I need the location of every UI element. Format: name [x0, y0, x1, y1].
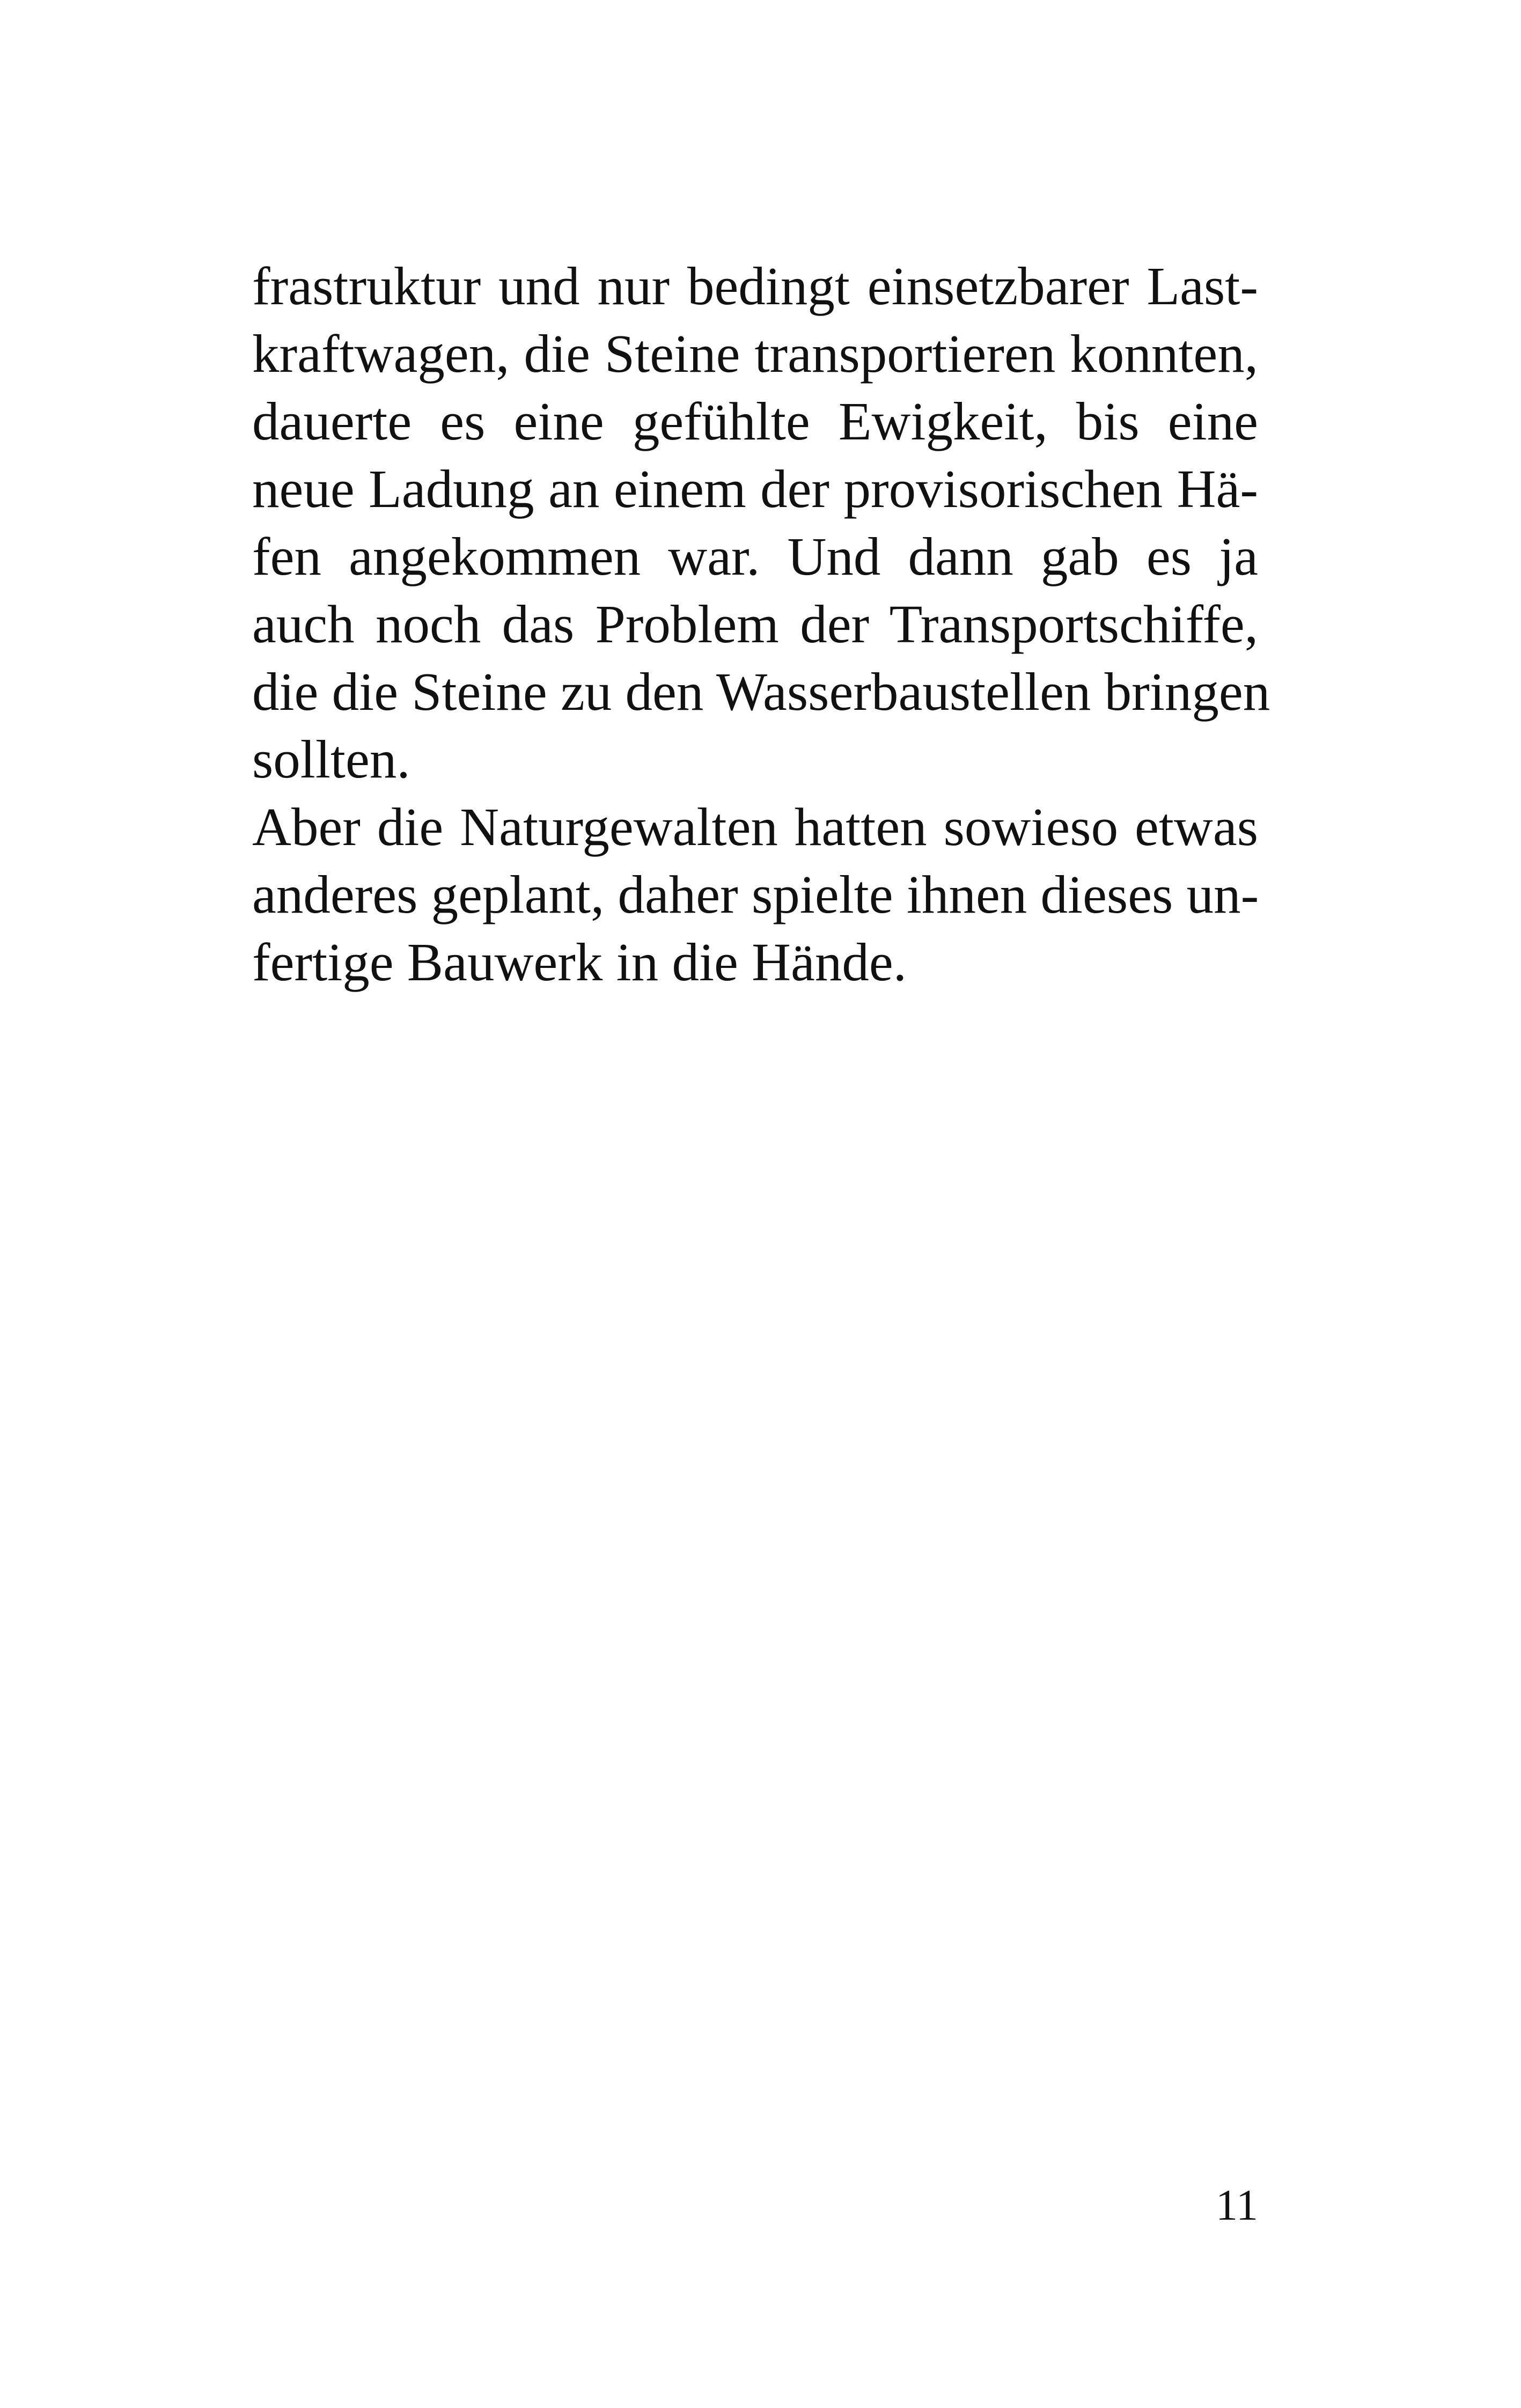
text-line: dauerte es eine gefühlte Ewigkeit, bis eine — [252, 391, 1258, 451]
text-line: die die Steine zu den Wasserbaustellen bringen — [252, 662, 1270, 722]
text-line: anderes geplant, daher spielte ihnen dieses un- — [252, 864, 1259, 924]
text-line: sollten. — [252, 729, 410, 789]
page-number: 11 — [1216, 2181, 1258, 2229]
text-line: kraftwagen, die Steine transportieren konnten, — [252, 324, 1258, 384]
text-line: fertige Bauwerk in die Hände. — [252, 932, 907, 992]
text-line: neue Ladung an einem der provisorischen Hä- — [252, 459, 1258, 519]
text-line: frastruktur und nur bedingt einsetzbarer Last- — [252, 256, 1258, 316]
text-line: fen angekommen war. Und dann gab es ja — [252, 526, 1258, 586]
text-line: Aber die Naturgewalten hatten sowieso etwas — [252, 797, 1258, 857]
text-line: auch noch das Problem der Transportschiffe, — [252, 594, 1258, 654]
body-text — [252, 252, 1270, 996]
